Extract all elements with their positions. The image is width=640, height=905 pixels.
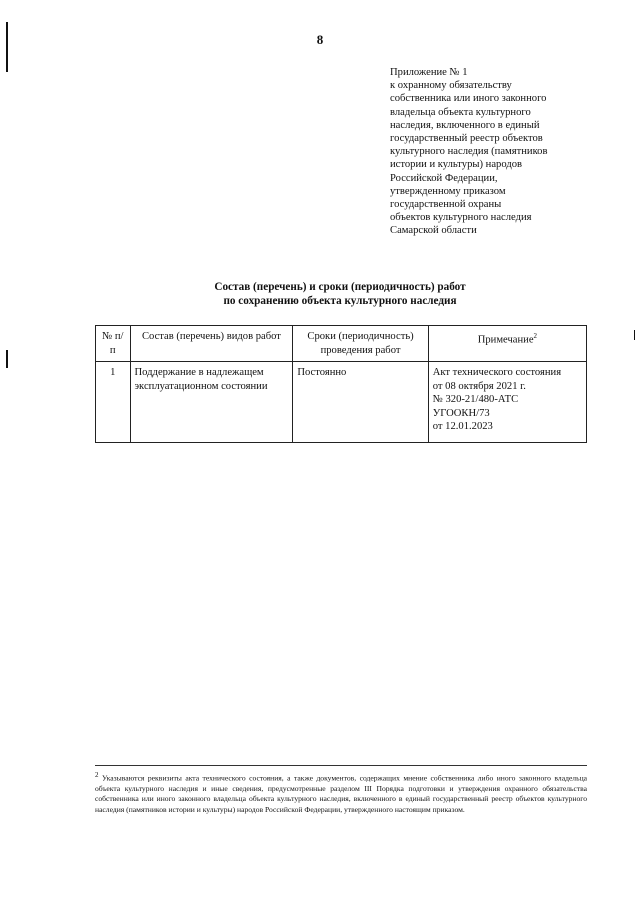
cell-num: 1	[96, 362, 131, 443]
appendix-line: государственной охраны	[390, 199, 502, 211]
note-line: от 12.01.2023	[432, 421, 493, 432]
footnote-ref: 2	[533, 332, 538, 340]
appendix-line: владельца объекта культурного	[390, 106, 531, 118]
header-note-label: Примечание	[477, 334, 534, 346]
header-num: № п/п	[96, 326, 131, 362]
table-row	[96, 362, 587, 443]
header-note	[428, 326, 586, 362]
document-title	[0, 280, 640, 308]
appendix-line: культурного наследия (памятников	[390, 146, 548, 158]
appendix-header	[390, 66, 590, 238]
appendix-line: государственный реестр объектов	[390, 133, 543, 145]
appendix-line: наследия, включенного в единый	[390, 119, 540, 131]
works-table	[95, 325, 587, 443]
footnote-number: 2	[95, 771, 99, 779]
note-line: УГООКН/73	[432, 407, 490, 419]
appendix-line: объектов культурного наследия	[390, 212, 532, 224]
scan-edge-mark-right	[634, 330, 635, 340]
footnote-text: Указываются реквизиты акта технического состояния, а также документов, содержащих мнение собственника либо иного законного владельца объекта культурного наследия и иные сведения, предусмотренные разделом III Порядка подготовки и утверждения охранного обязательства собственника или иного законного владельца объекта культурного наследия, включенного в единый государственный реестр объектов культурного наследия (памятников истории и культуры) народов Российской Федерации, утвержденного настоящим приказом.	[95, 773, 587, 814]
appendix-line: Самарской области	[390, 225, 477, 237]
appendix-line: утвержденному приказом	[390, 185, 506, 197]
appendix-line: истории и культуры) народов	[390, 159, 523, 171]
title-line-1: Состав (перечень) и сроки (периодичность) работ	[214, 281, 466, 293]
header-term: Сроки (периодичность) проведения работ	[293, 326, 428, 362]
appendix-line: собственника или иного законного	[390, 93, 547, 105]
appendix-line: Российской Федерации,	[390, 172, 498, 184]
cell-work-type: Поддержание в надлежащем эксплуатационном состоянии	[130, 362, 293, 443]
cell-note	[428, 362, 586, 443]
appendix-line: к охранному обязательству	[390, 80, 512, 92]
footnote	[95, 770, 587, 815]
table-header-row	[96, 326, 587, 362]
note-line: от 08 октября 2021 г.	[432, 380, 526, 392]
cell-term: Постоянно	[293, 362, 428, 443]
title-line-2: по сохранению объекта культурного наследия	[223, 295, 457, 307]
header-work-type: Состав (перечень) видов работ	[130, 326, 293, 362]
note-line: № 320-21/480-АТС	[432, 394, 519, 405]
footnote-separator	[95, 765, 587, 766]
scan-edge-mark-mid	[6, 350, 8, 368]
appendix-line: Приложение № 1	[390, 67, 468, 78]
page-number: 8	[316, 32, 324, 47]
note-line: Акт технического состояния	[432, 367, 562, 378]
